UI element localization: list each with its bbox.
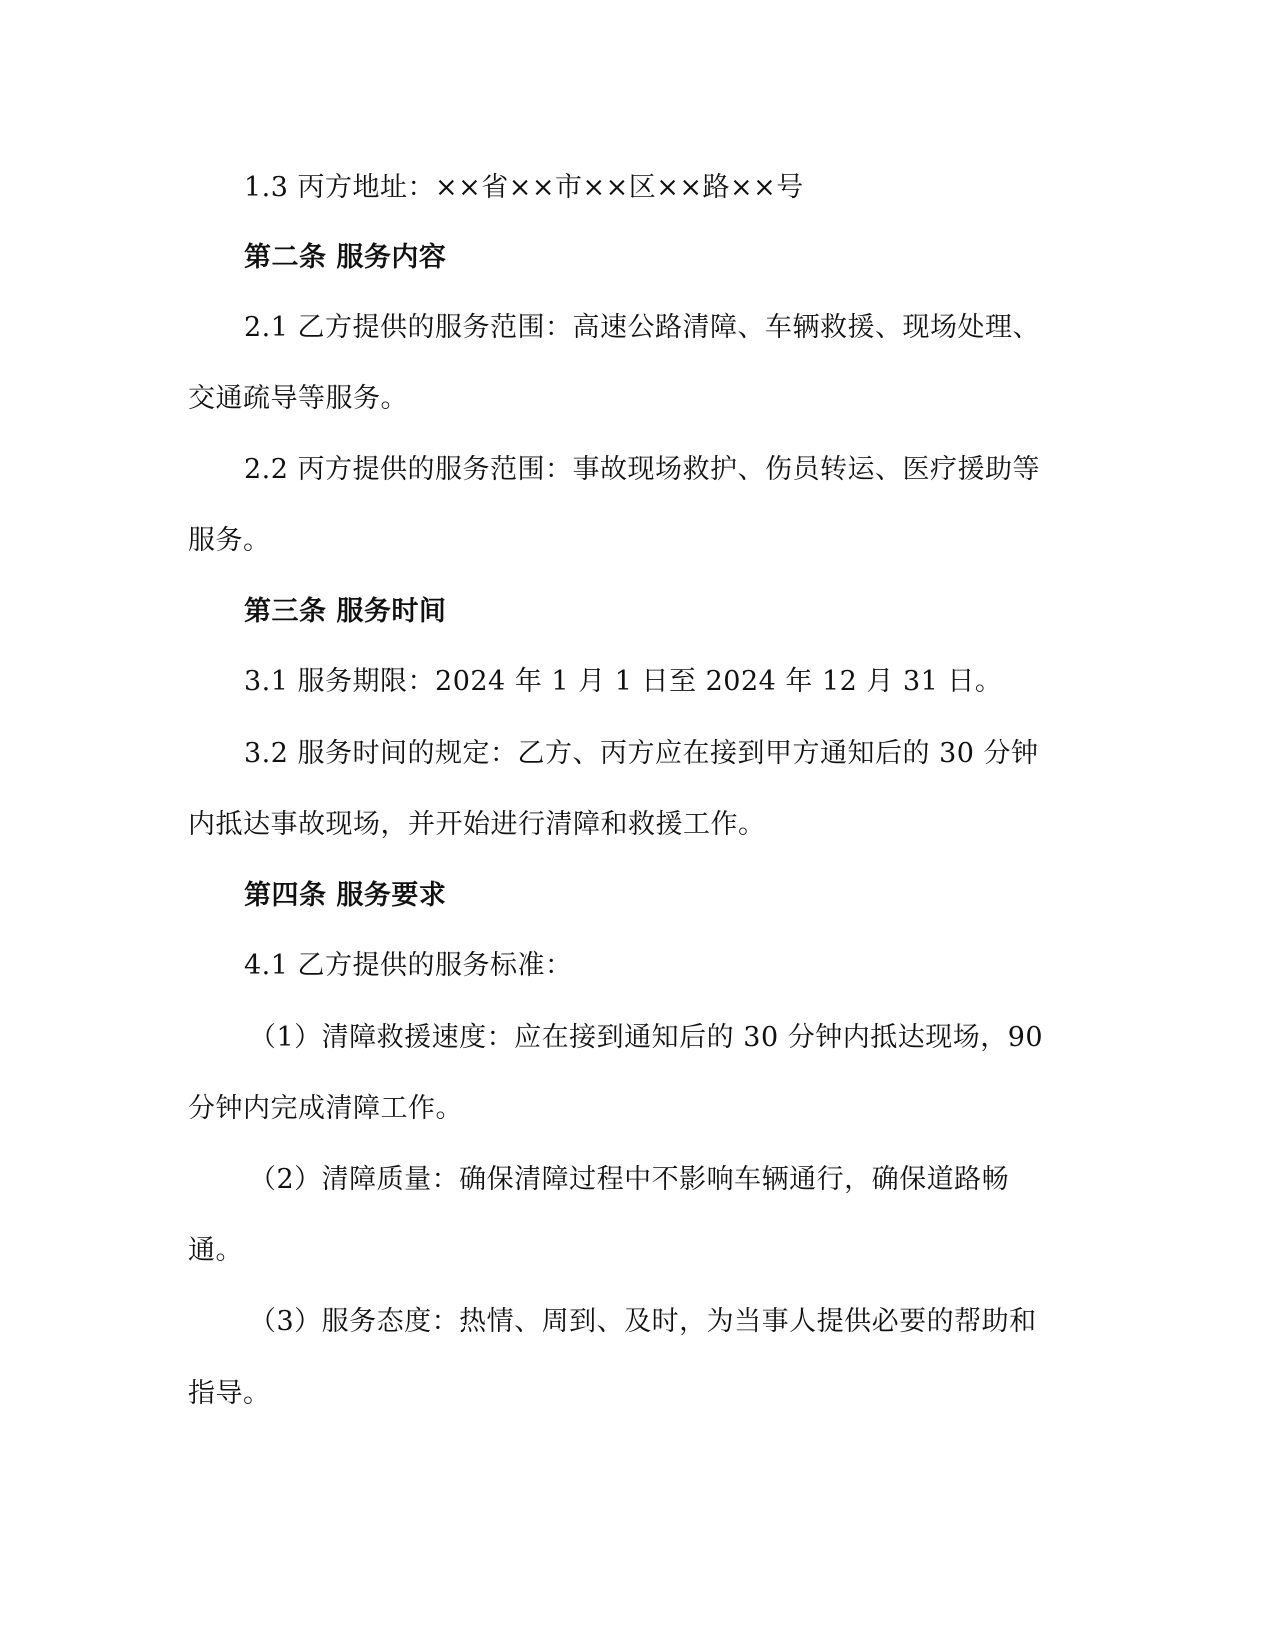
clause-3-2-line-1: 3.2 服务时间的规定：乙方、丙方应在接到甲方通知后的 30 分钟 — [244, 738, 1039, 769]
clause-3-1: 3.1 服务期限：2024 年 1 月 1 日至 2024 年 12 月 31 日。 — [244, 666, 1003, 697]
item-2-line-2: 通。 — [188, 1235, 243, 1266]
clause-2-2-line-1: 2.2 丙方提供的服务范围：事故现场救护、伤员转运、医疗援助等 — [244, 454, 1041, 485]
clause-4-1: 4.1 乙方提供的服务标准： — [244, 950, 573, 981]
clause-2-1-line-1: 2.1 乙方提供的服务范围：高速公路清障、车辆救援、现场处理、 — [244, 312, 1041, 343]
article-3-heading: 第三条 服务时间 — [244, 596, 447, 627]
article-2-heading: 第二条 服务内容 — [244, 242, 447, 273]
clause-1-3: 1.3 丙方地址：××省××市××区××路××号 — [244, 172, 804, 203]
item-3-line-2: 指导。 — [188, 1378, 271, 1409]
article-4-heading: 第四条 服务要求 — [244, 880, 447, 911]
clause-2-1-line-2: 交通疏导等服务。 — [188, 383, 408, 414]
item-3-line-1: （3）服务态度：热情、周到、及时，为当事人提供必要的帮助和 — [249, 1306, 1037, 1337]
item-1-line-1: （1）清障救援速度：应在接到通知后的 30 分钟内抵达现场，90 — [249, 1022, 1044, 1053]
item-1-line-2: 分钟内完成清障工作。 — [188, 1093, 463, 1124]
clause-3-2-line-2: 内抵达事故现场，并开始进行清障和救援工作。 — [188, 809, 766, 840]
item-2-line-1: （2）清障质量：确保清障过程中不影响车辆通行，确保道路畅 — [249, 1164, 1010, 1195]
clause-2-2-line-2: 服务。 — [188, 525, 271, 556]
